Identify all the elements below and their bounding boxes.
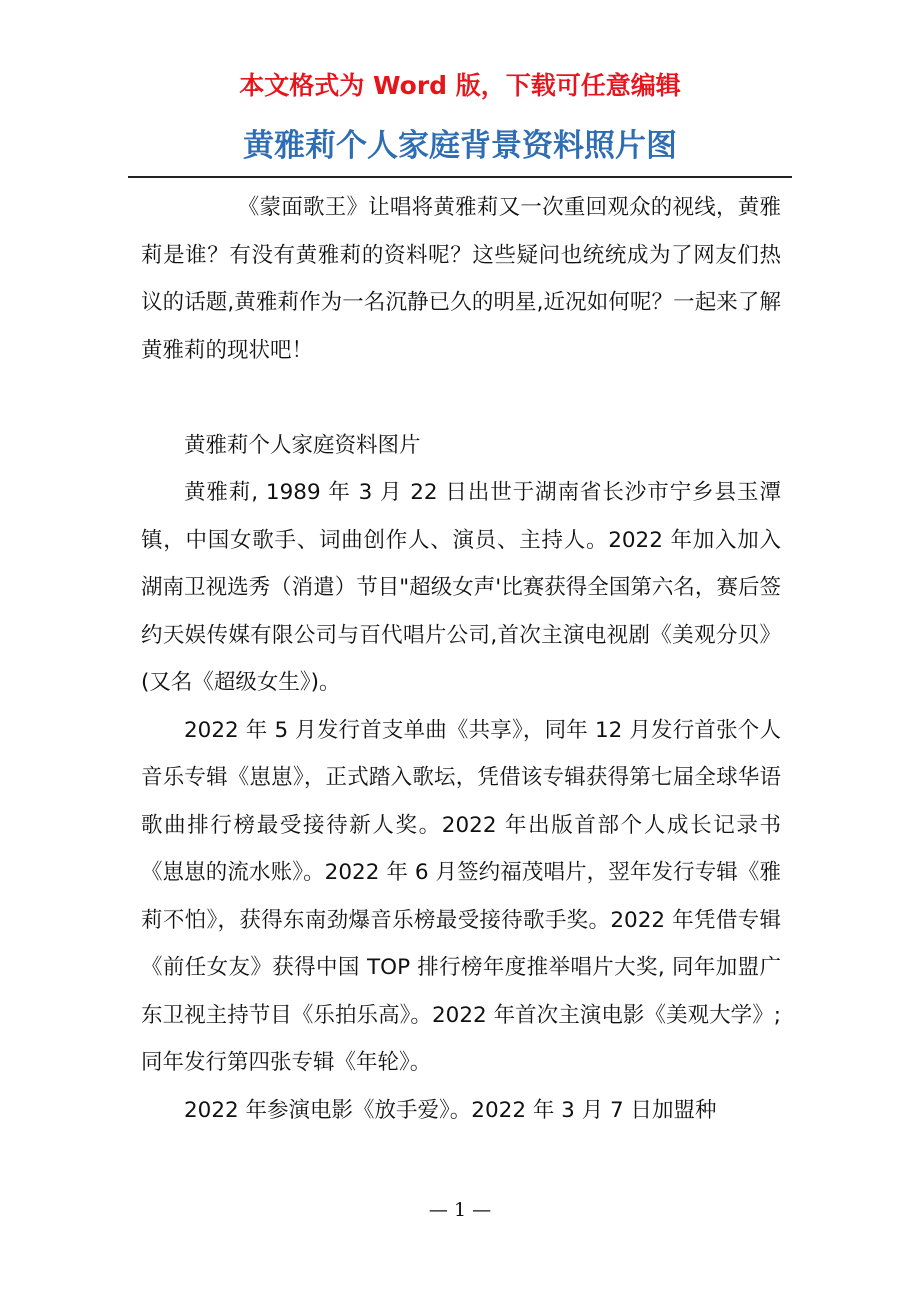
page-number: — 1 — [428, 1199, 492, 1221]
biography-paragraph: 黄雅莉, 1989 年 3 月 22 日出世于湖南省长沙市宁乡县玉潭镇，中国女歌手、词曲创作人、演员、主持人。2022 年加入加入湖南卫视选秀（消遣）节目"超级女声'比赛获得全国第六名，赛后签约天娱传媒有限公司与百代唱片公司,首次主演电视剧《美观分贝》(又名《超级女生》)。 [141, 480, 781, 695]
section-heading: 黄雅莉个人家庭资料图片 [184, 432, 421, 458]
document-title: 黄雅莉个人家庭背景资料照片图 [243, 128, 677, 164]
word-format-banner: 本文格式为 Word 版，下载可任意编辑 [239, 71, 681, 100]
title-divider [128, 176, 792, 178]
intro-paragraph: 《蒙面歌王》让唱将黄雅莉又一次重回观众的视线，黄雅莉是谁？有没有黄雅莉的资料呢？这些疑问也统统成为了网友们热议的话题,黄雅莉作为一名沉静已久的明星,近况如何呢？一起来了解黄雅莉的现状吧！ [141, 195, 781, 363]
career-paragraph: 2022 年 5 月发行首支单曲《共享》，同年 12 月发行首张个人音乐专辑《崽崽》，正式踏入歌坛，凭借该专辑获得第七届全球华语歌曲排行榜最受接待新人奖。2022 年出版首部个人成长记录书《崽崽的流水账》。2022 年 6 月签约福茂唱片，翌年发行专辑《雅莉不怕》，获得东南劲爆音乐榜最受接待歌手奖。2022 年凭借专辑《前任女友》获得中国 TOP 排行榜年度推举唱片大奖, 同年加盟广东卫视主持节目《乐拍乐高》。2022 年首次主演电影《美观大学》;同年发行第四张专辑《年轮》。 [141, 717, 781, 1075]
continued-paragraph: 2022 年参演电影《放手爱》。2022 年 3 月 7 日加盟种 [184, 1097, 717, 1123]
document-body [141, 184, 781, 1134]
paragraph-spacer [141, 374, 781, 422]
